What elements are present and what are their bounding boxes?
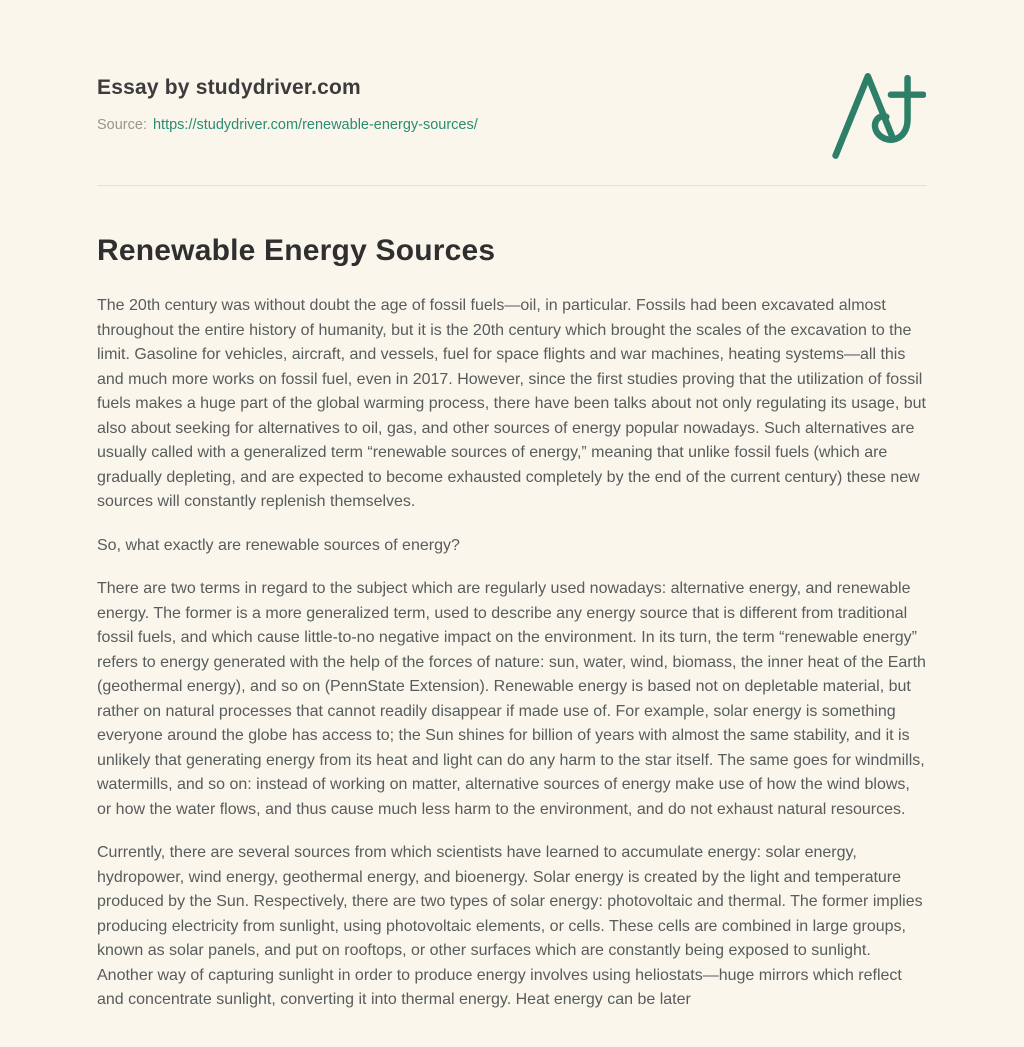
essay-paragraph: Currently, there are several sources from which scientists have learned to accumulate energy: solar energy, hydropower, wind energy, geothermal energy, and bioenergy. Solar energy is created by the light and temperature produced by the Sun. Respectively, there are two types of solar energy: photovoltaic and thermal. The former implies producing electricity from sunlight, using photovoltaic elements, or cells. These cells are combined in large groups, known as solar panels, and put on rooftops, or other surfaces which are constantly being exposed to sunlight. Another way of capturing sunlight in order to produce energy involves using heliostats—huge mirrors which reflect and concentrate sunlight, converting it into thermal energy. Heat energy can be later [97,844,923,1008]
source-row [97,117,927,133]
essay-paragraph: So, what exactly are renewable sources of energy? [97,536,460,554]
document-header [97,76,927,133]
logo-glyph [830,70,926,160]
essay-paragraph: There are two terms in regard to the subject which are regularly used nowadays: alternative energy, and renewable energy. The former is a more generalized term, used to describe any energy source that is different from traditional fossil fuels, and which cause little-to-no negative impact on the environment. In its turn, the term “renewable energy” refers to energy generated with the help of the forces of nature: sun, water, wind, biomass, the inner heat of the Earth (geothermal energy), and so on (PennState Extension). Renewable energy is based not on depletable material, but rather on natural processes that cannot readily disappear if made use of. For example, solar energy is something everyone around the globe has access to; the Sun shines for billion of years with almost the same stability, and it is unlikely that generating energy from its heat and light can do any harm to the star itself. The same goes for windmills, watermills, and so on: instead of working on matter, alternative sources of energy make use of how the wind blows, or how the water flows, and thus cause much less harm to the environment, and do not exhaust natural resources. [97,580,926,818]
essay-paragraph: The 20th century was without doubt the age of fossil fuels—oil, in particular. Fossils had been excavated almost throughout the entire history of humanity, but it is the 20th century which brought the scales of the excavation to the limit. Gasoline for vehicles, aircraft, and vessels, fuel for space flights and war machines, heating systems—all this and much more works on fossil fuel, even in 2017. However, since the first studies proving that the utilization of fossil fuels makes a huge part of the global warming process, there have been talks about not only regulating its usage, but also about seeking for alternatives to oil, gas, and other sources of energy popular nowadays. Such alternatives are usually called with a generalized term “renewable sources of energy,” meaning that unlike fossil fuels (which are gradually depleting, and are expected to become exhausted completely by the end of the current century) these new sources will constantly replenish themselves. [97,297,926,510]
divider [97,185,927,186]
essay-title: Renewable Energy Sources [97,234,496,267]
source-link[interactable]: https://studydriver.com/renewable-energy-sources/ [152,117,478,133]
essay-byline: Essay by studydriver.com [97,76,361,99]
studydriver-logo-icon [830,70,926,160]
source-label: Source: [97,117,147,133]
essay-body [97,294,927,1013]
